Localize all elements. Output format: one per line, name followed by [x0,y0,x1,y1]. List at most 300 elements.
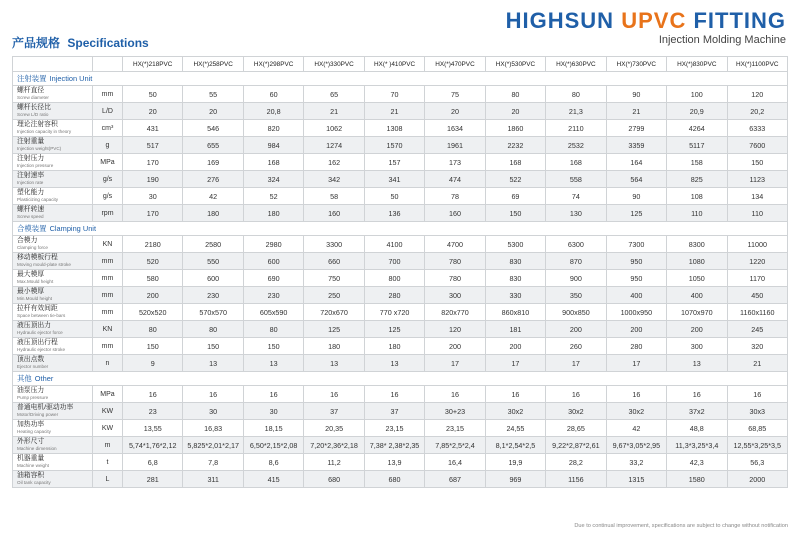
value-cell: 16 [183,386,243,403]
value-cell: 9,22*2,87*2,61 [546,437,606,454]
value-cell: 170 [123,205,183,222]
page-title [12,34,149,51]
row-label-cell [13,403,93,420]
value-cell: 16 [485,386,545,403]
value-cell: 230 [183,287,243,304]
value-cell: 1308 [364,120,424,137]
value-cell: 870 [546,253,606,270]
row-label-en: Injection rate [17,180,44,185]
value-cell: 260 [546,338,606,355]
value-cell: 780 [425,270,485,287]
value-cell: 181 [485,321,545,338]
value-cell: 830 [485,253,545,270]
row-label-zh: 拉杆有效间距 [17,305,58,312]
value-cell: 1050 [667,270,727,287]
value-cell: 950 [606,253,666,270]
value-cell: 800 [364,270,424,287]
row-label-cell [13,236,93,253]
row-label-cell [13,321,93,338]
value-cell: 23,15 [364,420,424,437]
value-cell: 250 [304,287,364,304]
value-cell: 660 [304,253,364,270]
table-row [13,270,788,287]
row-label-zh: 油箱容积 [17,472,45,479]
row-label-cell [13,171,93,188]
table-row [13,287,788,304]
value-cell: 160 [304,205,364,222]
value-cell: 820x770 [425,304,485,321]
value-cell: 90 [606,188,666,205]
row-label-en: Injection pressure [17,163,54,168]
row-label-cell [13,304,93,321]
value-cell: 1570 [364,137,424,154]
value-cell: 11000 [727,236,787,253]
value-cell: 30 [123,188,183,205]
value-cell: 20 [123,103,183,120]
model-header-cell: HX(*)830PVC [667,57,727,72]
value-cell: 517 [123,137,183,154]
value-cell: 300 [425,287,485,304]
value-cell: 55 [183,86,243,103]
row-label-cell [13,338,93,355]
value-cell: 969 [485,471,545,488]
value-cell: 281 [123,471,183,488]
value-cell: 180 [183,205,243,222]
value-cell: 1062 [304,120,364,137]
model-header-cell: HX(*)258PVC [183,57,243,72]
value-cell: 33,2 [606,454,666,471]
value-cell: 6333 [727,120,787,137]
value-cell: 600 [183,270,243,287]
value-cell: 655 [183,137,243,154]
value-cell: 200 [606,321,666,338]
value-cell: 311 [183,471,243,488]
value-cell: 110 [667,205,727,222]
row-label-zh: 螺杆长径比 [17,104,51,111]
value-cell: 4100 [364,236,424,253]
value-cell: 56,3 [727,454,787,471]
value-cell: 125 [364,321,424,338]
row-label-zh: 油泵压力 [17,387,45,394]
value-cell: 900 [546,270,606,287]
value-cell: 5,74*1,76*2,12 [123,437,183,454]
row-label-zh: 最大模厚 [17,271,45,278]
value-cell: 7,85*2,5*2,4 [425,437,485,454]
row-label-en: Pump pressure [17,395,49,400]
row-unit-cell: L [93,471,123,488]
value-cell: 28,65 [546,420,606,437]
row-label-cell [13,437,93,454]
value-cell: 21 [304,103,364,120]
table-row [13,137,788,154]
row-label-en: Heating capacity [17,429,51,434]
row-label-en: Screw diameter [17,95,49,100]
value-cell: 21 [606,103,666,120]
value-cell: 2532 [546,137,606,154]
value-cell: 520 [123,253,183,270]
row-label-en: Injection weight(PVC) [17,146,62,151]
value-cell: 16 [606,386,666,403]
row-label-cell [13,188,93,205]
value-cell: 2000 [727,471,787,488]
row-label-en: Clamping force [17,245,48,250]
value-cell: 21 [727,355,787,372]
value-cell: 9,67*3,05*2,95 [606,437,666,454]
value-cell: 16 [304,386,364,403]
section-title-en: Injection Unit [49,74,93,83]
value-cell: 150 [183,338,243,355]
value-cell: 24,55 [485,420,545,437]
row-label-zh: 加热功率 [17,421,45,428]
row-unit-cell: MPa [93,154,123,171]
section-header-row [13,222,788,236]
value-cell: 169 [183,154,243,171]
row-label-cell [13,137,93,154]
value-cell: 16 [425,386,485,403]
row-label-cell [13,355,93,372]
value-cell: 680 [364,471,424,488]
value-cell: 80 [183,321,243,338]
value-cell: 13 [667,355,727,372]
value-cell: 28,2 [546,454,606,471]
row-label-cell [13,154,93,171]
value-cell: 7,8 [183,454,243,471]
row-unit-cell: m [93,437,123,454]
value-cell: 4700 [425,236,485,253]
row-label-en: Space between tie-bars [17,313,66,318]
section-header-row [13,72,788,86]
value-cell: 6300 [546,236,606,253]
section-title-zh: 合模装置 [17,224,47,233]
value-cell: 30x2 [485,403,545,420]
value-cell: 60 [243,86,303,103]
value-cell: 330 [485,287,545,304]
row-label-en: Min.Mould height [17,296,52,301]
value-cell: 180 [364,338,424,355]
table-row [13,420,788,437]
value-cell: 30x3 [727,403,787,420]
value-cell: 30x2 [606,403,666,420]
value-cell: 74 [546,188,606,205]
value-cell: 200 [425,338,485,355]
value-cell: 20,35 [304,420,364,437]
row-label-cell [13,270,93,287]
value-cell: 830 [485,270,545,287]
value-cell: 11,3*3,25*3,4 [667,437,727,454]
value-cell: 80 [546,86,606,103]
value-cell: 687 [425,471,485,488]
value-cell: 820 [243,120,303,137]
row-unit-cell: t [93,454,123,471]
value-cell: 200 [546,321,606,338]
value-cell: 13 [304,355,364,372]
value-cell: 52 [243,188,303,205]
value-cell: 6,8 [123,454,183,471]
value-cell: 2580 [183,236,243,253]
row-label-zh: 注射压力 [17,155,45,162]
value-cell: 4264 [667,120,727,137]
value-cell: 2232 [485,137,545,154]
value-cell: 37 [364,403,424,420]
value-cell: 58 [304,188,364,205]
table-row [13,205,788,222]
model-header-cell: HX(*)218PVC [123,57,183,72]
specifications-table-body [13,57,788,488]
row-unit-cell: rpm [93,205,123,222]
brand-subtitle: Injection Molding Machine [658,34,786,46]
value-cell: 1070x970 [667,304,727,321]
value-cell: 162 [304,154,364,171]
model-header-cell: HX(*)330PVC [304,57,364,72]
row-label-en: Screw speed [17,214,44,219]
value-cell: 170 [123,154,183,171]
value-cell: 125 [606,205,666,222]
value-cell: 6,50*2,15*2,08 [243,437,303,454]
value-cell: 50 [364,188,424,205]
value-cell: 150 [123,338,183,355]
value-cell: 1080 [667,253,727,270]
value-cell: 9 [123,355,183,372]
value-cell: 65 [304,86,364,103]
row-unit-cell: mm [93,304,123,321]
row-label-zh: 理论注射容积 [17,121,58,128]
value-cell: 16 [243,386,303,403]
value-cell: 900x850 [546,304,606,321]
value-cell: 546 [183,120,243,137]
value-cell: 20,9 [667,103,727,120]
section-title-cell [13,72,788,86]
brand-logo [506,8,786,47]
value-cell: 605x590 [243,304,303,321]
row-label-zh: 注射重量 [17,138,45,145]
value-cell: 13 [364,355,424,372]
table-row [13,154,788,171]
value-cell: 18,15 [243,420,303,437]
value-cell: 5300 [485,236,545,253]
value-cell: 125 [304,321,364,338]
value-cell: 20,8 [243,103,303,120]
value-cell: 2799 [606,120,666,137]
section-title-en: Other [34,374,54,383]
value-cell: 520x520 [123,304,183,321]
row-label-zh: 顶出点数 [17,356,45,363]
value-cell: 13 [183,355,243,372]
table-row [13,120,788,137]
row-label-zh: 普通电机/驱动功率 [17,404,74,411]
row-label-zh: 移动模板行程 [17,254,58,261]
row-label-zh: 合模力 [17,237,38,244]
value-cell: 1961 [425,137,485,154]
value-cell: 16 [364,386,424,403]
row-unit-cell: mm [93,338,123,355]
value-cell: 150 [243,338,303,355]
value-cell: 200 [667,321,727,338]
value-cell: 17 [425,355,485,372]
value-cell: 13,9 [364,454,424,471]
value-cell: 431 [123,120,183,137]
value-cell: 168 [546,154,606,171]
value-cell: 80 [485,86,545,103]
value-cell: 180 [243,205,303,222]
value-cell: 13 [243,355,303,372]
value-cell: 157 [364,154,424,171]
section-title-cell [13,222,788,236]
value-cell: 150 [727,154,787,171]
table-row [13,471,788,488]
value-cell: 200 [485,338,545,355]
value-cell: 1156 [546,471,606,488]
row-label-en: Hydraulic ejector force [17,330,63,335]
value-cell: 130 [546,205,606,222]
value-cell: 16 [546,386,606,403]
value-cell: 570x570 [183,304,243,321]
row-unit-cell: mm [93,86,123,103]
value-cell: 2110 [546,120,606,137]
value-cell: 42 [183,188,243,205]
value-cell: 341 [364,171,424,188]
value-cell: 280 [606,338,666,355]
brand-name-upvc: UPVC [621,8,687,33]
brand-name [506,8,786,34]
value-cell: 1160x1160 [727,304,787,321]
row-label-en: Injection capacity in theory [17,129,72,134]
value-cell: 5,825*2,01*2,17 [183,437,243,454]
value-cell: 21,3 [546,103,606,120]
value-cell: 7,20*2,36*2,18 [304,437,364,454]
header-unit-spacer-cell [93,57,123,72]
value-cell: 5117 [667,137,727,154]
table-row [13,321,788,338]
value-cell: 1634 [425,120,485,137]
row-label-cell [13,386,93,403]
row-label-en: Machine weight [17,463,49,468]
table-row [13,103,788,120]
value-cell: 950 [606,270,666,287]
value-cell: 136 [364,205,424,222]
row-label-en: Ejector number [17,364,49,369]
model-header-cell: HX(*)730PVC [606,57,666,72]
value-cell: 17 [485,355,545,372]
value-cell: 16,4 [425,454,485,471]
row-label-en: Machine dimension [17,446,57,451]
value-cell: 50 [123,86,183,103]
value-cell: 42 [606,420,666,437]
row-unit-cell: n [93,355,123,372]
model-header-cell: HX(*)470PVC [425,57,485,72]
value-cell: 150 [485,205,545,222]
brand-name-highsun: HIGHSUN [505,8,615,33]
row-label-zh: 最小模厚 [17,288,45,295]
row-unit-cell: mm [93,287,123,304]
row-label-cell [13,253,93,270]
value-cell: 1274 [304,137,364,154]
value-cell: 230 [243,287,303,304]
model-header-cell: HX(* )410PVC [364,57,424,72]
row-label-zh: 液压顶出行程 [17,339,58,346]
row-unit-cell: cm³ [93,120,123,137]
row-label-en: Hydraulic ejector stroke [17,347,65,352]
value-cell: 110 [727,205,787,222]
brand-name-fitting: FITTING [693,8,786,33]
value-cell: 300 [667,338,727,355]
row-label-cell [13,205,93,222]
value-cell: 780 [425,253,485,270]
table-row [13,171,788,188]
row-label-en: Screw L/D ratio [17,112,49,117]
model-header-cell: HX(*)630PVC [546,57,606,72]
row-unit-cell: KW [93,420,123,437]
model-header-cell: HX(*)1100PVC [727,57,787,72]
row-label-en: Oil tank capacity [17,480,51,485]
value-cell: 8,1*2,54*2,5 [485,437,545,454]
value-cell: 750 [304,270,364,287]
value-cell: 69 [485,188,545,205]
value-cell: 37 [304,403,364,420]
value-cell: 8300 [667,236,727,253]
row-label-cell [13,420,93,437]
value-cell: 75 [425,86,485,103]
row-unit-cell: L/D [93,103,123,120]
page-title-en: Specifications [67,36,149,50]
value-cell: 7300 [606,236,666,253]
value-cell: 120 [727,86,787,103]
value-cell: 2980 [243,236,303,253]
value-cell: 108 [667,188,727,205]
row-unit-cell: MPa [93,386,123,403]
value-cell: 30x2 [546,403,606,420]
table-row [13,236,788,253]
row-label-zh: 外形尺寸 [17,438,45,445]
value-cell: 68,85 [727,420,787,437]
value-cell: 1220 [727,253,787,270]
value-cell: 16 [123,386,183,403]
row-label-zh: 螺杆转速 [17,206,45,213]
value-cell: 1580 [667,471,727,488]
table-row [13,253,788,270]
row-label-en: Motor/Driving power [17,412,59,417]
section-header-row [13,372,788,386]
row-label-en: Moving mould-plate stroke [17,262,71,267]
value-cell: 190 [123,171,183,188]
table-row [13,454,788,471]
row-label-cell [13,471,93,488]
value-cell: 17 [546,355,606,372]
value-cell: 860x810 [485,304,545,321]
value-cell: 16 [667,386,727,403]
table-row [13,403,788,420]
value-cell: 12,55*3,25*3,5 [727,437,787,454]
value-cell: 1170 [727,270,787,287]
value-cell: 80 [123,321,183,338]
value-cell: 160 [425,205,485,222]
value-cell: 30 [243,403,303,420]
value-cell: 20 [183,103,243,120]
value-cell: 7,38* 2,38*2,35 [364,437,424,454]
value-cell: 7600 [727,137,787,154]
value-cell: 164 [606,154,666,171]
value-cell: 70 [364,86,424,103]
value-cell: 400 [606,287,666,304]
row-label-cell [13,287,93,304]
table-row [13,304,788,321]
value-cell: 1315 [606,471,666,488]
row-label-en: Max.Mould height [17,279,54,284]
row-label-zh: 螺杆直径 [17,87,45,94]
value-cell: 11,2 [304,454,364,471]
value-cell: 564 [606,171,666,188]
row-unit-cell: g/s [93,171,123,188]
value-cell: 8,6 [243,454,303,471]
